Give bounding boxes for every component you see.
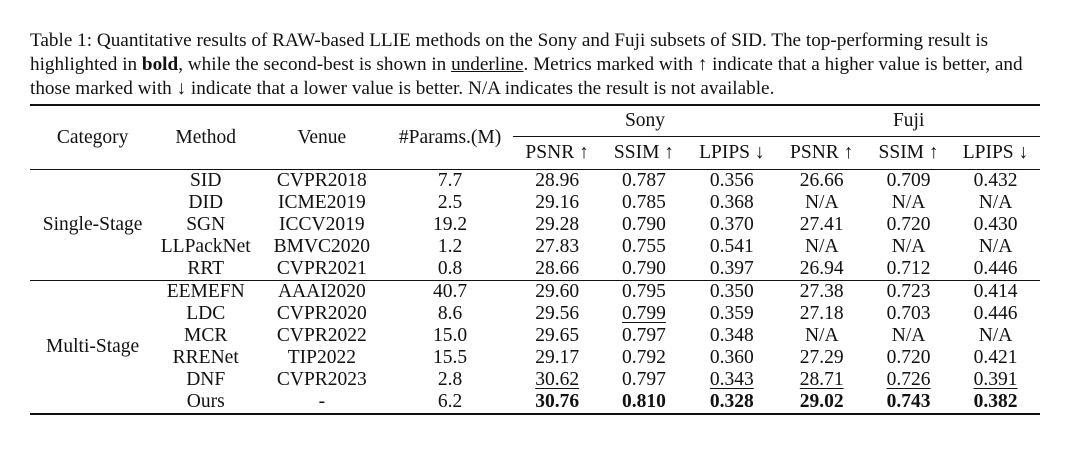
header-category: Category [56, 126, 129, 148]
metric-cell [602, 347, 687, 369]
metric-value: 29.17 [535, 347, 580, 368]
header-fuji: Fuji [777, 105, 1040, 137]
metric-cell [866, 236, 951, 258]
venue-cell: CVPR2023 [276, 369, 367, 390]
table-row [30, 258, 1040, 281]
table-row [30, 281, 1040, 304]
metric-cell [602, 258, 687, 281]
metric-value: 29.16 [535, 192, 580, 213]
metric-value: 27.29 [799, 347, 844, 368]
metric-cell [866, 258, 951, 281]
metric-cell [513, 236, 602, 258]
metric-value: 30.76 [535, 391, 580, 412]
metric-value: 28.66 [535, 258, 580, 279]
metric-cell [951, 347, 1040, 369]
caption-prefix: Table 1: Quantitative results of RAW-based LLIE methods on the Sony and Fuji subsets of SID. The top-performing result is highlighted in [30, 30, 989, 76]
metric-value: 0.703 [886, 303, 931, 324]
metric-cell [513, 303, 602, 325]
venue-cell: CVPR2021 [276, 258, 367, 279]
metric-value: 0.712 [886, 258, 931, 279]
metric-value: N/A [978, 192, 1013, 213]
metric-cell [951, 214, 1040, 236]
category-cell: Multi-Stage [46, 336, 140, 357]
metric-value: 0.810 [622, 391, 666, 412]
metric-cell [513, 214, 602, 236]
metric-value: 0.391 [973, 369, 1018, 390]
table-row [30, 170, 1040, 193]
metric-value: N/A [804, 325, 839, 346]
caption-bold-word: bold [141, 54, 179, 76]
header-params: #Params.(M) [398, 126, 502, 148]
metric-value: 29.65 [535, 325, 580, 346]
metric-value: N/A [978, 236, 1013, 257]
metric-cell [951, 391, 1040, 414]
metric-cell [686, 391, 777, 414]
metric-value: 0.790 [622, 258, 666, 279]
metric-cell [686, 281, 777, 304]
table-row [30, 347, 1040, 369]
metric-cell [777, 369, 866, 391]
method-cell: MCR [184, 325, 228, 346]
venue-cell: AAAI2020 [277, 281, 366, 302]
method-cell: LLPackNet [160, 236, 251, 257]
table-row [30, 325, 1040, 347]
method-cell: LDC [186, 303, 226, 324]
metric-cell [513, 170, 602, 193]
metric-value: 0.446 [973, 258, 1018, 279]
metric-cell [686, 214, 777, 236]
params-cell: 19.2 [433, 214, 468, 235]
venue-cell: CVPR2022 [276, 325, 367, 346]
venue-cell: - [318, 391, 326, 412]
metric-value: 0.723 [886, 281, 931, 302]
metric-value: 0.799 [622, 303, 666, 324]
metric-cell [866, 170, 951, 193]
metric-value: 0.541 [709, 236, 754, 257]
metric-value: 0.348 [709, 325, 754, 346]
metric-value: 26.66 [799, 170, 844, 191]
metric-value: 0.785 [622, 192, 666, 213]
metric-value: 27.83 [535, 236, 580, 257]
header-sony: Sony [513, 105, 778, 137]
metric-value: 0.743 [886, 391, 931, 412]
metric-value: 0.368 [709, 192, 754, 213]
venue-cell: ICCV2019 [279, 214, 365, 235]
table-row [30, 391, 1040, 414]
venue-cell: CVPR2020 [276, 303, 367, 324]
table-row [30, 192, 1040, 214]
metric-value: 29.56 [535, 303, 580, 324]
metric-cell [602, 214, 687, 236]
table-row [30, 214, 1040, 236]
metric-cell [951, 236, 1040, 258]
metric-value: 29.02 [799, 391, 844, 412]
metric-value: 0.755 [622, 236, 666, 257]
metric-value: 0.720 [886, 347, 931, 368]
metric-cell [866, 303, 951, 325]
metric-cell [777, 303, 866, 325]
metric-value: N/A [978, 325, 1013, 346]
method-cell: EEMEFN [166, 281, 245, 302]
header-metric: LPIPS ↓ [699, 142, 765, 163]
table-row [30, 303, 1040, 325]
metric-cell [602, 303, 687, 325]
metric-value: 28.96 [535, 170, 580, 191]
metric-cell [951, 192, 1040, 214]
metric-cell [777, 391, 866, 414]
metric-cell [777, 347, 866, 369]
metric-value: 0.414 [973, 281, 1018, 302]
caption-middle: , while the second-best is shown in [178, 54, 452, 76]
metric-value: 0.797 [622, 325, 666, 346]
metric-value: 0.797 [622, 369, 666, 390]
metric-value: 0.432 [973, 170, 1018, 191]
metric-cell [866, 325, 951, 347]
metric-value: 26.94 [799, 258, 844, 279]
params-cell: 8.6 [437, 303, 463, 324]
metric-value: 0.720 [886, 214, 931, 235]
metric-cell [513, 281, 602, 304]
metric-cell [951, 325, 1040, 347]
metric-cell [951, 369, 1040, 391]
metric-value: 0.709 [886, 170, 931, 191]
metric-value: 27.18 [799, 303, 844, 324]
venue-cell: BMVC2020 [273, 236, 371, 257]
metric-value: 0.360 [709, 347, 754, 368]
metric-value: N/A [891, 325, 926, 346]
metric-value: 0.795 [622, 281, 666, 302]
metric-value: 0.350 [709, 281, 754, 302]
metric-value: 29.28 [535, 214, 580, 235]
metric-value: 30.62 [535, 369, 580, 390]
header-metric: PSNR ↑ [525, 142, 589, 163]
params-cell: 2.5 [437, 192, 463, 213]
metric-cell [866, 214, 951, 236]
params-cell: 7.7 [437, 170, 463, 191]
metric-value: 0.446 [973, 303, 1018, 324]
table-row [30, 236, 1040, 258]
params-cell: 2.8 [437, 369, 463, 390]
method-cell: RRENet [172, 347, 239, 368]
metric-cell [686, 325, 777, 347]
metric-value: 27.38 [799, 281, 844, 302]
metric-cell [602, 325, 687, 347]
metric-cell [777, 281, 866, 304]
metric-cell [777, 170, 866, 193]
metric-cell [777, 214, 866, 236]
metric-cell [951, 281, 1040, 304]
metric-value: N/A [891, 192, 926, 213]
table-caption [30, 29, 1055, 101]
metric-cell [686, 303, 777, 325]
metric-cell [602, 281, 687, 304]
metric-value: 0.726 [886, 369, 931, 390]
metric-cell [866, 369, 951, 391]
header-metric: LPIPS ↓ [962, 142, 1029, 163]
params-cell: 15.5 [433, 347, 468, 368]
method-cell: DNF [186, 369, 226, 390]
metric-cell [513, 347, 602, 369]
results-table [30, 104, 1040, 415]
metric-cell [513, 192, 602, 214]
metric-cell [686, 347, 777, 369]
metric-cell [866, 347, 951, 369]
metric-value: 27.41 [799, 214, 844, 235]
method-cell: Ours [186, 391, 225, 412]
category-cell: Single-Stage [42, 214, 143, 235]
caption-underline-word: underline [451, 54, 524, 76]
header-metric: PSNR ↑ [790, 142, 854, 163]
metric-value: 0.359 [709, 303, 754, 324]
metric-cell [866, 281, 951, 304]
table-body [30, 170, 1040, 415]
metric-value: 0.397 [709, 258, 754, 279]
metric-cell [513, 258, 602, 281]
metric-cell [513, 391, 602, 414]
table-row [30, 369, 1040, 391]
metric-value: 0.421 [973, 347, 1018, 368]
method-cell: SGN [186, 214, 226, 235]
metric-cell [866, 391, 951, 414]
metric-cell [513, 369, 602, 391]
metric-value: 0.792 [622, 347, 666, 368]
header-method: Method [175, 126, 237, 148]
metric-value: N/A [804, 236, 839, 257]
params-cell: 1.2 [437, 236, 463, 257]
metric-value: 29.60 [535, 281, 580, 302]
metric-cell [686, 258, 777, 281]
header-venue: Venue [297, 126, 347, 148]
metric-cell [777, 325, 866, 347]
metric-cell [777, 192, 866, 214]
params-cell: 40.7 [433, 281, 468, 302]
metric-value: 28.71 [799, 369, 844, 390]
metric-value: 0.343 [709, 369, 754, 390]
metric-cell [686, 369, 777, 391]
method-cell: RRT [187, 258, 225, 279]
metric-value: 0.790 [622, 214, 666, 235]
metric-value: 0.328 [709, 391, 754, 412]
metric-value: 0.370 [709, 214, 754, 235]
metric-cell [777, 236, 866, 258]
metric-cell [602, 236, 687, 258]
metric-value: 0.382 [973, 391, 1018, 412]
venue-cell: CVPR2018 [276, 170, 367, 191]
metric-cell [686, 192, 777, 214]
metric-cell [602, 192, 687, 214]
params-cell: 6.2 [437, 391, 463, 412]
metric-cell [951, 170, 1040, 193]
metric-cell [513, 325, 602, 347]
caption-suffix: . Metrics marked with ↑ indicate that a higher value is better, and those marked with ↓ indicate that a lower value is better. N/A indicates the result is not available. [30, 54, 1023, 100]
header-metric: SSIM ↑ [613, 142, 675, 163]
params-cell: 15.0 [433, 325, 468, 346]
metric-cell [602, 170, 687, 193]
metric-cell [777, 258, 866, 281]
metric-value: N/A [804, 192, 839, 213]
metric-value: 0.787 [622, 170, 666, 191]
metric-value: 0.356 [709, 170, 754, 191]
metric-cell [866, 192, 951, 214]
metric-cell [602, 391, 687, 414]
metric-cell [686, 236, 777, 258]
method-cell: DID [188, 192, 224, 213]
metric-cell [686, 170, 777, 193]
header-row-top [30, 105, 1040, 137]
venue-cell: ICME2019 [277, 192, 366, 213]
params-cell: 0.8 [437, 258, 463, 279]
metric-value: 0.430 [973, 214, 1018, 235]
metric-cell [951, 258, 1040, 281]
metric-value: N/A [891, 236, 926, 257]
header-metric: SSIM ↑ [878, 142, 939, 163]
metric-cell [602, 369, 687, 391]
method-cell: SID [190, 170, 222, 191]
metric-cell [951, 303, 1040, 325]
venue-cell: TIP2022 [287, 347, 356, 368]
